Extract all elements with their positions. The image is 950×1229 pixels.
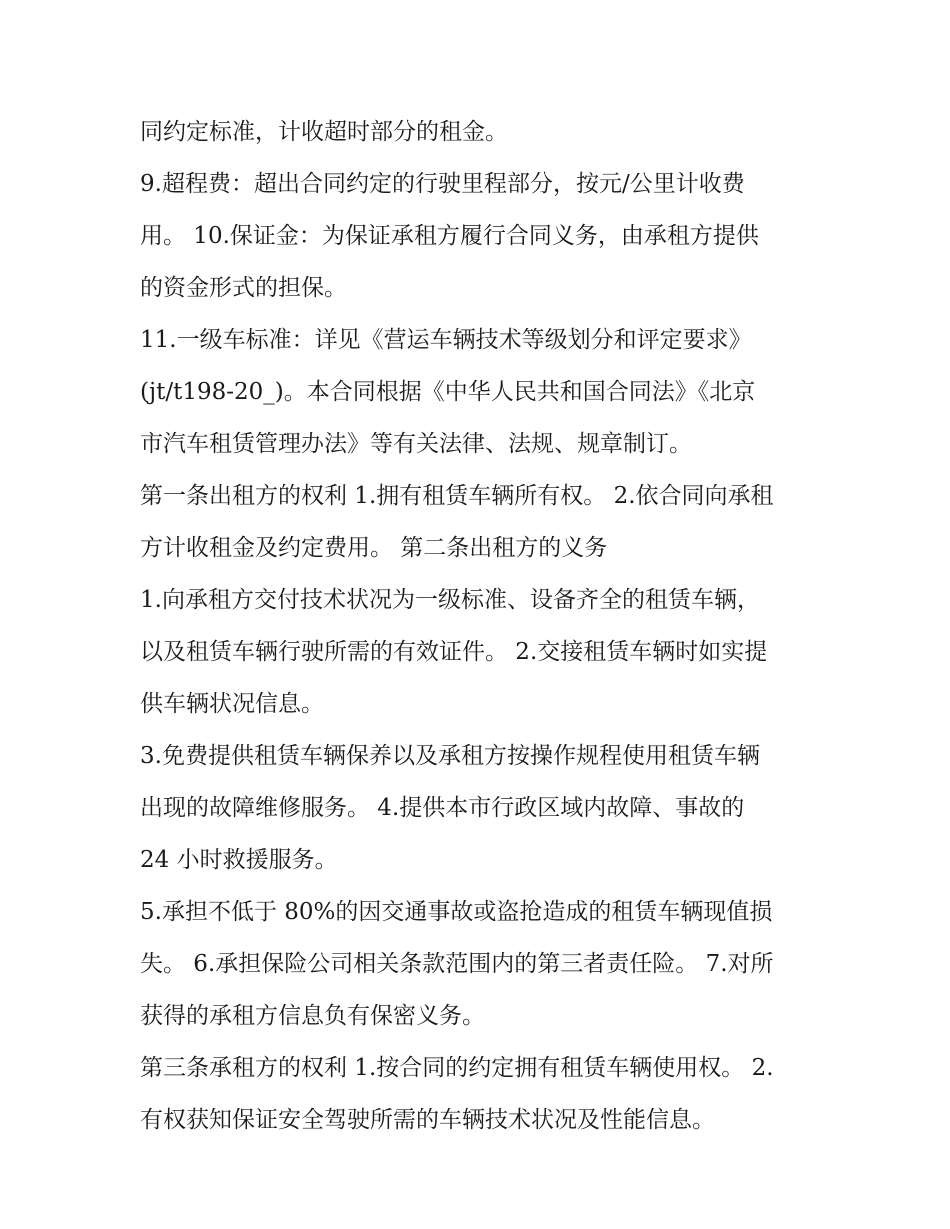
text-line: 的资金形式的担保。: [140, 275, 347, 301]
text-line: 有权获知保证安全驾驶所需的车辆技术状况及性能信息。: [140, 1107, 715, 1133]
text-line: 用。 10.保证金：为保证承租方履行合同义务，由承租方提供: [140, 223, 759, 249]
text-line: 9.超程费：超出合同约定的行驶里程部分，按元/公里计收费: [140, 171, 745, 197]
text-line: (jt/t198-20_)。本合同根据《中华人民共和国合同法》《北京: [140, 379, 756, 405]
text-line: 第一条出租方的权利 1.拥有租赁车辆所有权。 2.依合同向承租: [140, 483, 774, 509]
text-line: 3.免费提供租赁车辆保养以及承租方按操作规程使用租赁车辆: [140, 743, 760, 769]
text-line: 24 小时救援服务。: [140, 847, 338, 873]
text-line: 以及租赁车辆行驶所需的有效证件。 2.交接租赁车辆时如实提: [140, 639, 768, 665]
text-line: 第三条承租方的权利 1.按合同的约定拥有租赁车辆使用权。 2.: [140, 1055, 774, 1081]
text-line: 失。 6.承担保险公司相关条款范围内的第三者责任险。 7.对所: [140, 951, 774, 977]
text-line: 出现的故障维修服务。 4.提供本市行政区域内故障、事故的: [140, 795, 745, 821]
text-line: 5.承担不低于 80%的因交通事故或盗抢造成的租赁车辆现值损: [140, 899, 773, 925]
text-line: 方计收租金及约定费用。 第二条出租方的义务: [140, 535, 608, 561]
text-line: 同约定标准，计收超时部分的租金。: [140, 119, 508, 145]
text-line: 获得的承租方信息负有保密义务。: [140, 1003, 485, 1029]
text-line: 1.向承租方交付技术状况为一级标准、设备齐全的租赁车辆，: [140, 587, 760, 613]
text-line: 供车辆状况信息。: [140, 691, 324, 717]
document-body: [140, 106, 820, 1146]
text-line: 11.一级车标准：详见《营运车辆技术等级划分和评定要求》: [140, 327, 752, 353]
text-line: 市汽车租赁管理办法》等有关法律、法规、规章制订。: [140, 431, 692, 457]
